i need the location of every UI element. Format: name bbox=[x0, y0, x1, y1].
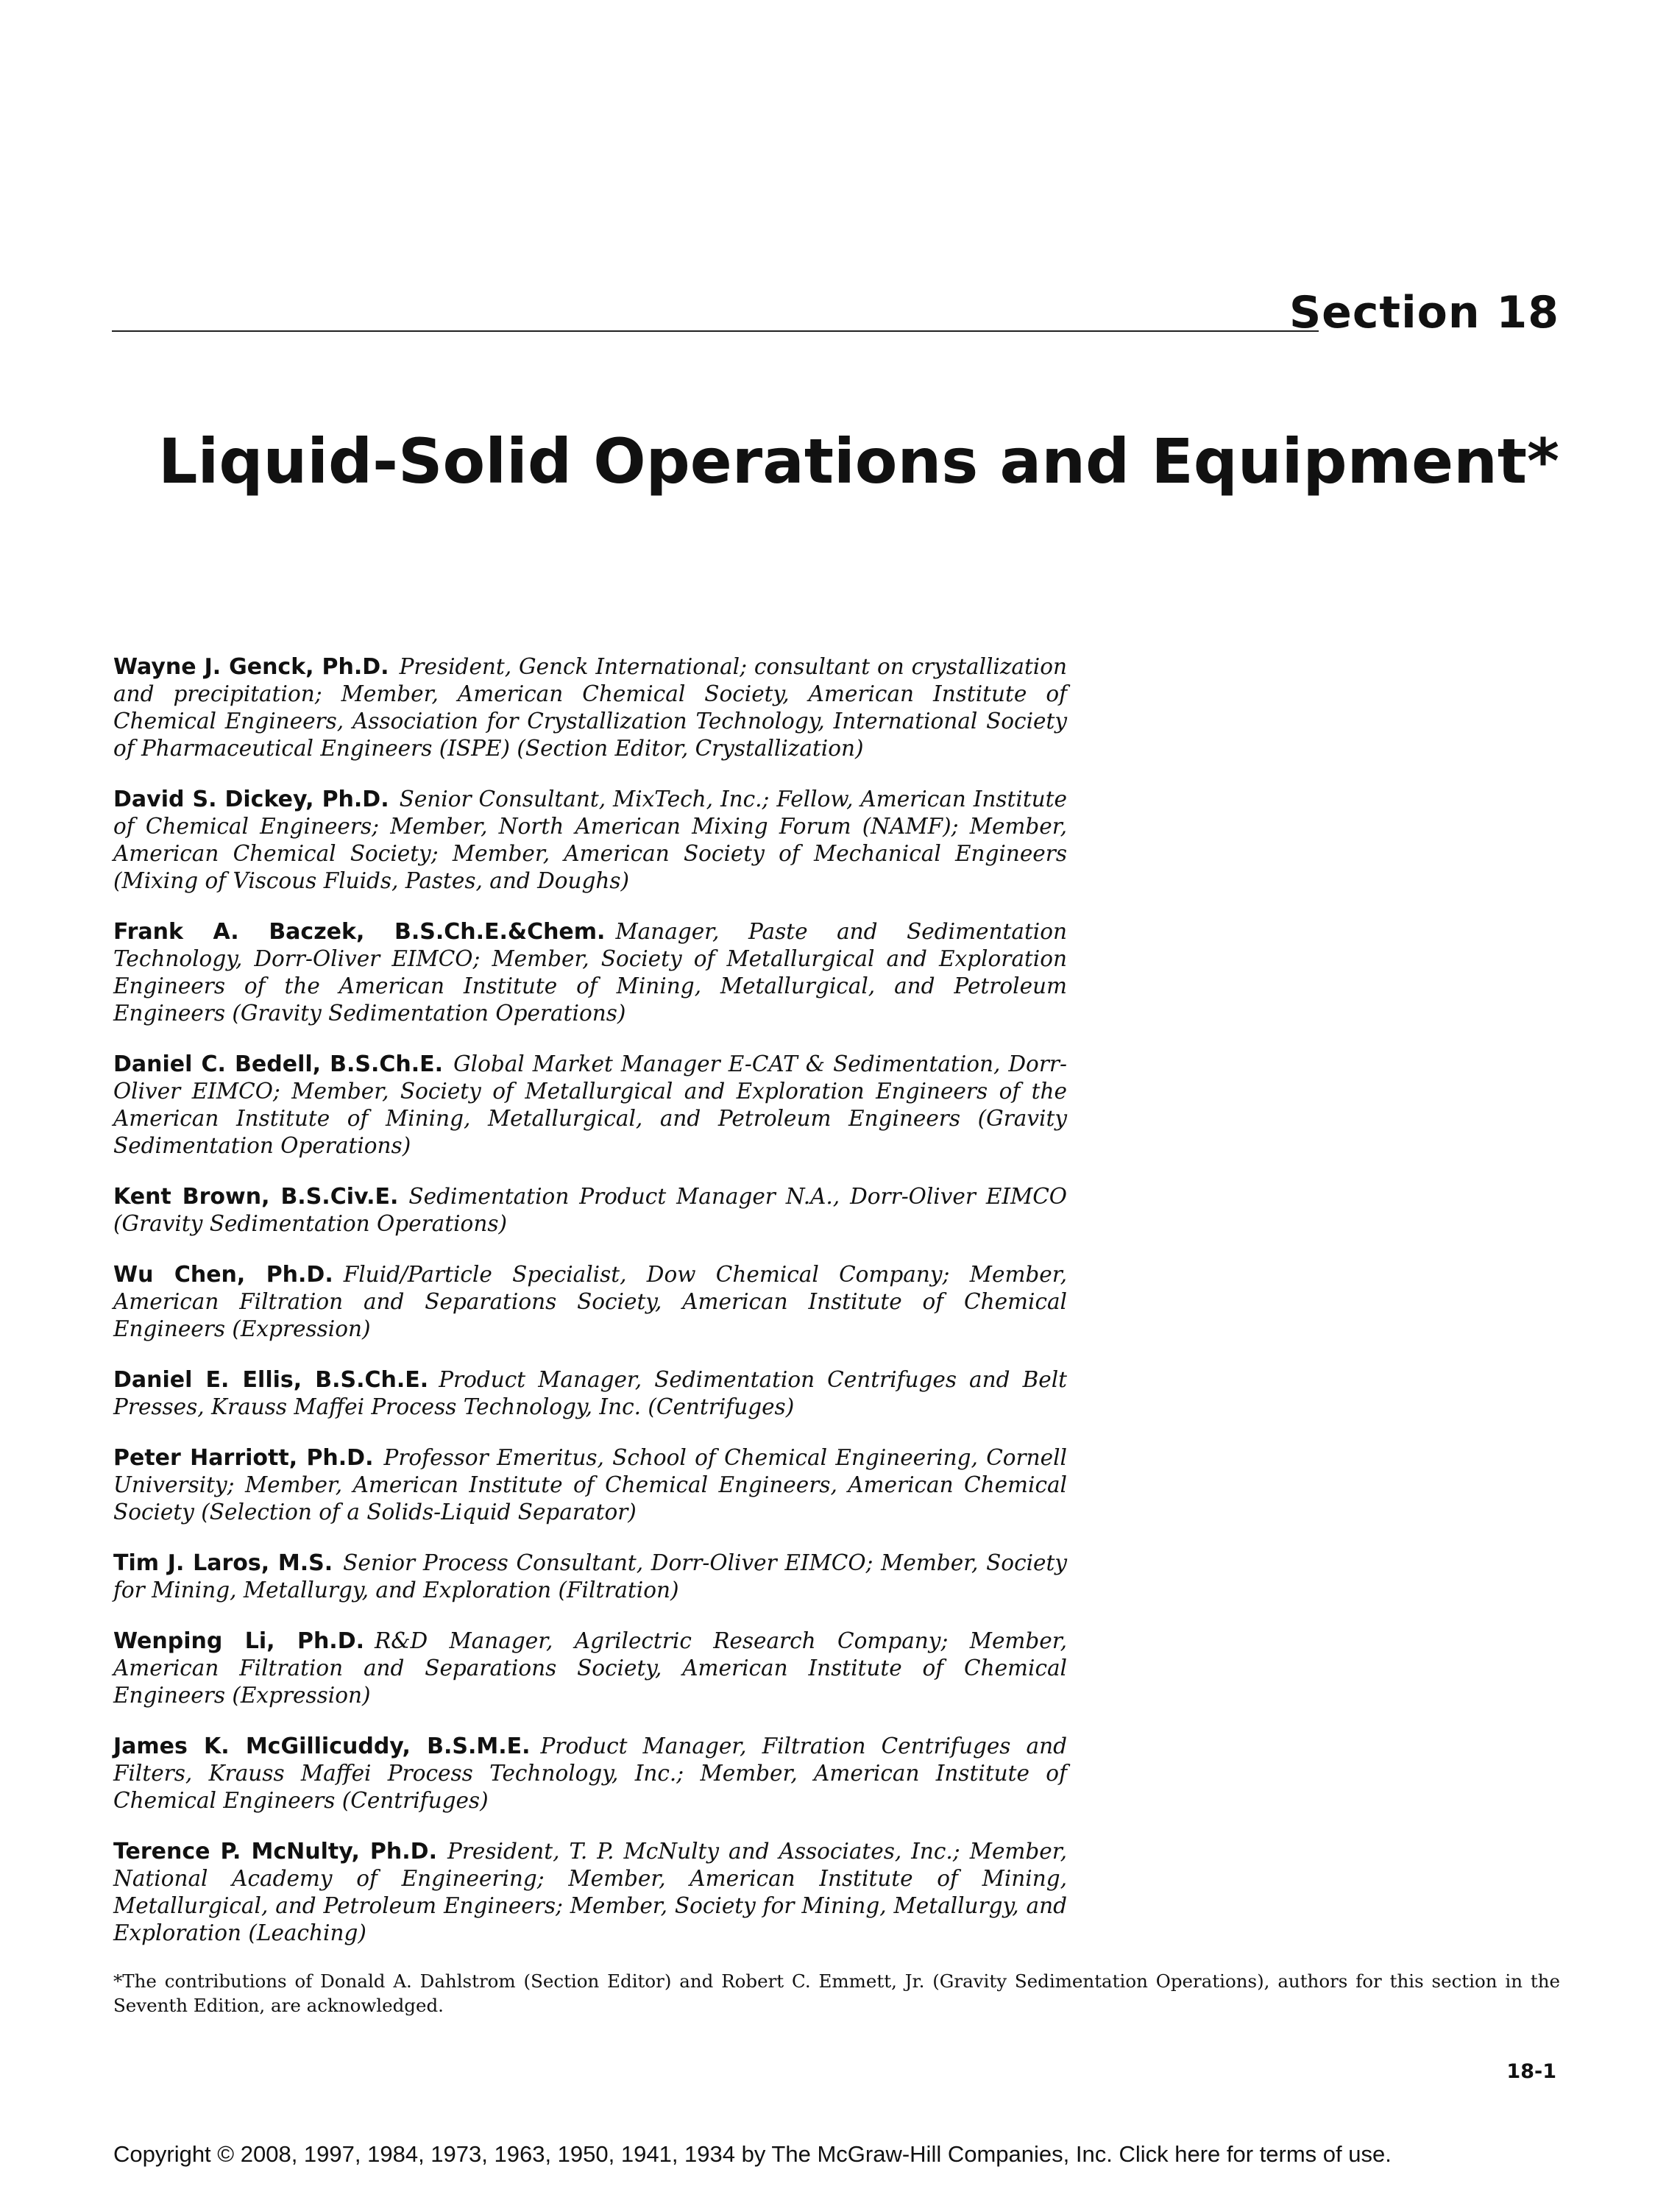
contributor-name: Tim J. Laros, M.S. bbox=[113, 1550, 333, 1576]
contributor-description: Professor Emeritus, School of Chemical Engineering, Cornell University; Member, American Institute of Chemical Engineers, American Chemical Society (Selection of a Solids-Liquid Separator) bbox=[113, 1445, 1067, 1525]
contributor-description: Sedimentation Product Manager N.A., Dorr-Oliver EIMCO (Gravity Sedimentation Operations) bbox=[113, 1184, 1067, 1236]
contributor-description: Manager, Paste and Sedimentation Technology, Dorr-Oliver EIMCO; Member, Society of Metallurgical and Exploration Engineers of the American Institute of Mining, Metallurgical, and Petroleum Engineers (Gravity Sedimentation Operations) bbox=[113, 919, 1067, 1026]
contributor-entry bbox=[113, 1261, 1067, 1343]
contributor-entry bbox=[113, 1366, 1067, 1421]
section-header-rule bbox=[112, 330, 1319, 332]
contributor-entry bbox=[113, 1550, 1067, 1604]
contributor-description: President, Genck International; consultant on crystallization and precipitation; Member, American Chemical Society, American Institute of Chemical Engineers, Association for Crystallization Technology, International Society of Pharmaceutical Engineers (ISPE) (Section Editor, Crystallization) bbox=[113, 654, 1067, 761]
contributor-description: Fluid/Particle Specialist, Dow Chemical Company; Member, American Filtration and Separations Society, American Institute of Chemical Engineers (Expression) bbox=[113, 1262, 1068, 1341]
contributor-name: Terence P. McNulty, Ph.D. bbox=[113, 1839, 437, 1864]
contributor-entry bbox=[113, 918, 1067, 1027]
contributor-entry bbox=[113, 1183, 1067, 1238]
contributor-entry bbox=[113, 1444, 1067, 1526]
contributor-name: Wu Chen, Ph.D. bbox=[113, 1262, 333, 1288]
page-number: 18-1 bbox=[1506, 2060, 1556, 2083]
section-label: Section 18 bbox=[1289, 287, 1559, 338]
contributor-description: R&D Manager, Agrilectric Research Company; Member, American Filtration and Separations Society, American Institute of Chemical Engineers (Expression) bbox=[113, 1628, 1067, 1708]
contributor-name: Wayne J. Genck, Ph.D. bbox=[113, 654, 389, 680]
contributor-description: Senior Process Consultant, Dorr-Oliver EIMCO; Member, Society for Mining, Metallurgy, and Exploration (Filtration) bbox=[113, 1550, 1067, 1603]
contributor-name: Frank A. Baczek, B.S.Ch.E.&Chem. bbox=[113, 919, 606, 945]
contributor-entry bbox=[113, 1628, 1067, 1709]
contributor-list bbox=[113, 653, 1067, 1970]
contributor-name: Daniel E. Ellis, B.S.Ch.E. bbox=[113, 1367, 429, 1393]
contributor-name: James K. McGillicuddy, B.S.M.E. bbox=[113, 1734, 531, 1759]
contributor-entry bbox=[113, 786, 1067, 895]
contributor-description: President, T. P. McNulty and Associates, Inc.; Member, National Academy of Engineering; Member, American Institute of Mining, Metallurgical, and Petroleum Engineers; Member, Society for Mining, Metallurgy, and Exploration (Leaching) bbox=[113, 1839, 1067, 1945]
contributor-entry bbox=[113, 1838, 1067, 1947]
footnote: *The contributions of Donald A. Dahlstrom (Section Editor) and Robert C. Emmett, Jr. (Gravity Sedimentation Operations), authors for this section in the Seventh Edition, are acknowledged. bbox=[113, 1970, 1560, 2016]
page-title: Liquid-Solid Operations and Equipment* bbox=[158, 425, 1559, 497]
contributor-description: Global Market Manager E-CAT & Sedimentation, Dorr-Oliver EIMCO; Member, Society of Metallurgical and Exploration Engineers of the American Institute of Mining, Metallurgical, and Petroleum Engineers (Gravity Sedimentation Operations) bbox=[113, 1051, 1067, 1158]
contributor-description: Senior Consultant, MixTech, Inc.; Fellow, American Institute of Chemical Engineers; Member, North American Mixing Forum (NAMF); Member, American Chemical Society; Member, American Society of Mechanical Engineers (Mixing of Viscous Fluids, Pastes, and Doughs) bbox=[113, 787, 1067, 893]
contributor-entry bbox=[113, 1051, 1067, 1160]
contributor-name: Peter Harriott, Ph.D. bbox=[113, 1445, 374, 1471]
copyright-text: Copyright © 2008, 1997, 1984, 1973, 1963, 1950, 1941, 1934 by The McGraw-Hill Companies, Inc. bbox=[113, 2141, 1119, 2167]
contributor-description: Product Manager, Sedimentation Centrifuges and Belt Presses, Krauss Maffei Process Technology, Inc. (Centrifuges) bbox=[113, 1367, 1067, 1419]
contributor-entry bbox=[113, 653, 1067, 762]
copyright-notice bbox=[113, 2141, 1392, 2168]
contributor-name: David S. Dickey, Ph.D. bbox=[113, 787, 389, 812]
terms-of-use-link[interactable]: Click here for terms of use. bbox=[1119, 2141, 1392, 2167]
contributor-name: Wenping Li, Ph.D. bbox=[113, 1628, 364, 1654]
contributor-name: Daniel C. Bedell, B.S.Ch.E. bbox=[113, 1051, 444, 1077]
contributor-entry bbox=[113, 1733, 1067, 1814]
contributor-description: Product Manager, Filtration Centrifuges and Filters, Krauss Maffei Process Technology, Inc.; Member, American Institute of Chemical Engineers (Centrifuges) bbox=[113, 1734, 1068, 1813]
contributor-name: Kent Brown, B.S.Civ.E. bbox=[113, 1184, 399, 1210]
